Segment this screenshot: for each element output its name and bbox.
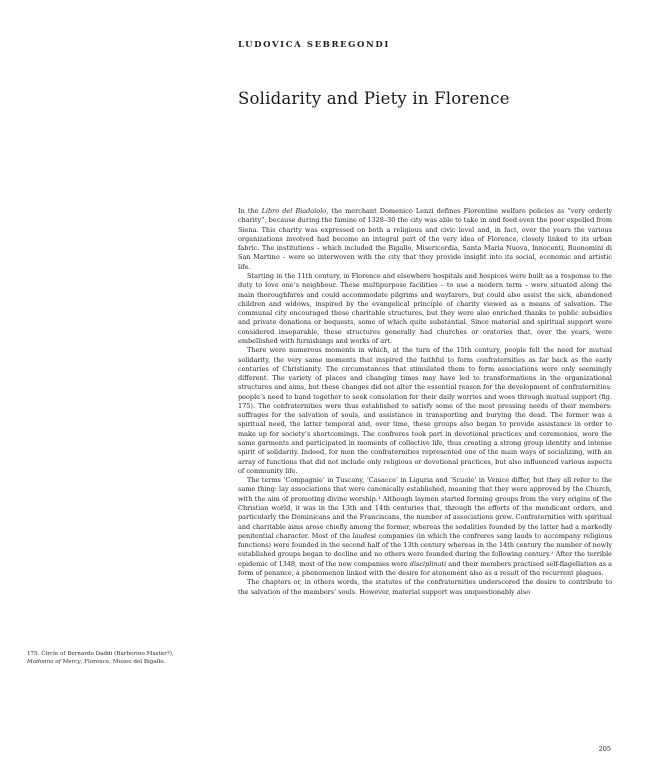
paragraph-4-text-c: and their members practised self-flagellation as a form of penance, a phenomenon linked with the desire for atonement also as a result of the recurrent plagues.	[238, 559, 612, 577]
caption-artwork-title: Madonna of Mercy	[27, 659, 81, 665]
paragraph-5: The chapters or, in others words, the statutes of the confraternities underscored the desire to contribute to the salvation of the members’ souls. However, material support was unquestionably also	[238, 578, 612, 596]
paragraph-1-text-a: In the	[238, 207, 262, 215]
body-text	[238, 207, 612, 597]
laudesi-italic: laudesi	[352, 531, 377, 540]
paragraph-1	[238, 207, 612, 272]
paragraph-1-text-b: , the merchant Domenico Lenzi defines Florentine welfare policies as “very orderly charity”, because during the famine of 1328–30 the city was able to take in and feed even the poor expelled from Siena. This charity was expressed on both a religious and civic level and, in fact, over the years the various organizations involved had become an integral part of the very idea of Florence, closely linked to its urban fabric. The institutions – which included the Bigallo, Misericordia, Santa Maria Nuova, Innocenti, Buonomini di San Martino – were so interwoven with the city that they provide insight into its social, economic and artistic life.	[238, 207, 613, 271]
disciplinati-italic: disciplinati	[409, 559, 447, 568]
page-number: 205	[598, 745, 611, 753]
paragraph-2: Starting in the 11th century, in Florence and elsewhere hospitals and hospices were built as a response to the duty to love one’s neighbour. These multipurpose facilities – to use a modern term – were situated along the main thoroughfares and could accommodate pilgrims and wayfarers, but could also assist the sick, abandoned children and widows, inspired by the evangelical principle of charity viewed as a means of salvation. The communal city encouraged these charitable structures, but they were also enriched thanks to public subsidies and private donations or bequests, some of which quite substantial. Since material and spiritual support were considered inseparable, these structures generally had churches or oratories that, over the years, were embellished with furnishings and works of art.	[238, 271, 612, 345]
paragraph-4	[238, 476, 612, 578]
paragraph-3: There were numerous moments in which, at the turn of the 15th century, people felt the need for mutual solidarity, the very same moments that inspired the faithful to form confraternities as far back as the early centuries of Christianity. The circumstances that stimulated them to form associations were only seemingly different. The variety of places and changing times may have led to transformations in the organizational structures and aims, but these changes did not alter the essential reason for the development of confraternities: people’s need to band together to seek consolation for their daily worries and woes through mutual support (fig. 175). The confraternities were thus established to satisfy some of the most pressing needs of their members: suffrages for the salvation of souls, and assistance in transporting and burying the dead. The former was a spiritual need, the latter temporal and, over time, these groups also began to provide assistance in order to make up for society’s shortcomings. The confreres took part in devotional practices and ceremonies, wore the same garments and participated in moments of collective life, thus creating a strong group identity and intense spirit of solidarity. Indeed, for men the confraternities represented one of the main ways of socializing, with an array of functions that did not include only religious or devotional practices, but also influenced various aspects of community life.	[238, 346, 612, 475]
caption-text-a: 175. Circle of Bernardo Daddi (Barberino Master?),	[27, 651, 174, 657]
chapter-title: Solidarity and Piety in Florence	[238, 89, 510, 108]
running-head-author: LUDOVICA SEBREGONDI	[238, 40, 390, 50]
figure-caption	[27, 650, 217, 666]
paragraph-4-text-b: companies (in which the confreres sang lauds to accompany religious functions) were founded in the second half of the 13th century whereas in the 14th century the number of newly established groups began to decline and no others were founded during the following century.² After the terrible epidemic of 1348, most of the new companies were	[238, 531, 612, 568]
book-title-italic: Libro del Biadaiolo	[261, 207, 327, 215]
paragraph-4-text-a: The terms ‘Compagnie’ in Tuscany, ‘Casacce’ in Liguria and ‘Scuole’ in Venice differ, but they all refer to the same thing: lay associations that were canonically established, meaning that they were approved by the Church, with the aim of promoting divine worship.¹ Although laymen started forming groups from the very origins of the Christian world, it was in the 13th and 14th centuries that, through the efforts of the mendicant orders, and particularly the Dominicans and the Franciscans, the number of associations grew. Confraternities with spiritual and charitable aims arose chiefly among the former, whereas the sodalities founded by the latter had a markedly penitential character. Most of the	[238, 476, 612, 540]
caption-text-b: , Florence, Museo del Bigallo.	[80, 659, 166, 665]
